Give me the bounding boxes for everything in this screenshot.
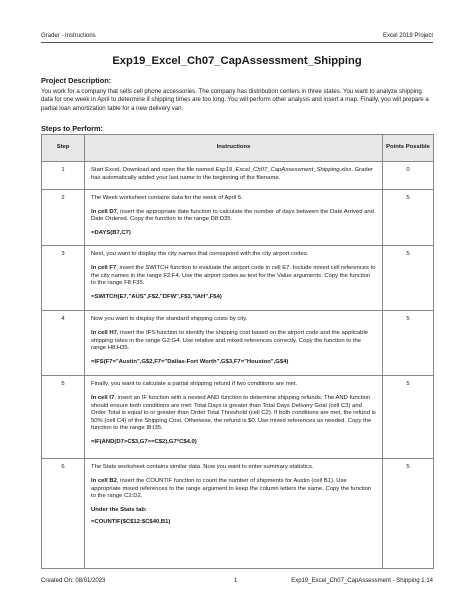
header-divider: [41, 42, 433, 43]
step-text: , insert the IFS function to identify the shipping cost based on the airport code and the applicable shipping rates in the range G2:G4. Use relative and mixed references correctly. Copy the function to the range H8:H35.: [91, 329, 369, 352]
column-header-instructions: Instructions: [85, 135, 383, 162]
table-row: [42, 311, 434, 376]
cell-reference: In cell H7: [91, 329, 117, 336]
step-points: 5: [383, 376, 434, 459]
step-text: , insert the SWITCH function to evaluate the airport code in cell E7. Include mixed cell references to the city names in the range F2:F4. Use the airport codes as text for the Value arguments. Copy the function to the range F8:F35.: [91, 264, 376, 287]
footer-created: Created On: 08/01/2023: [41, 578, 106, 584]
steps-table: [41, 134, 434, 569]
cell-reference: In cell D7: [91, 208, 117, 215]
step-number: 5: [42, 376, 85, 459]
cell-reference: In cell I7: [91, 394, 115, 401]
step-number: 4: [42, 311, 85, 376]
page-header: [41, 33, 433, 39]
description-heading: Project Description:: [41, 76, 112, 85]
table-row: [42, 246, 434, 311]
step-instructions: [85, 246, 383, 311]
step-text: Now you want to display the standard shipping costs by city.: [91, 316, 248, 323]
cell-reference: In cell B2: [91, 477, 117, 484]
description-text: You work for a company that sells cell phone accessories. The company has distribution centers in three states. You want to analyze shipping data for one week in April to determine if shipping times are too long. You will perform other analysis and insert a map. Finally, you will prepare a partial loan amortization table for a new delivery van.: [41, 88, 429, 112]
footer-document: Exp19_Excel_Ch07_CapAssessment - Shipping 1.14: [291, 578, 433, 584]
table-row: [42, 376, 434, 459]
column-header-step: Step: [42, 135, 85, 162]
step-instructions: [85, 162, 383, 190]
header-left: Grader - Instructions: [41, 33, 96, 39]
formula: =COUNTIF($C$12:$C$40,B1): [91, 519, 171, 526]
step-points: 5: [383, 311, 434, 376]
column-header-points: Points Possible: [383, 135, 434, 162]
step-points: 5: [383, 459, 434, 569]
formula: =SWITCH(E7,"AUS",F$2,"DFW",F$3,"IAH",F$4): [91, 293, 222, 300]
header-right: Excel 2019 Project: [382, 33, 433, 39]
steps-heading: Steps to Perform:: [41, 124, 104, 133]
step-points: 0: [383, 162, 434, 190]
step-text: Next, you want to display the city names that correspond with the city airport codes.: [91, 251, 309, 258]
step-number: 6: [42, 459, 85, 569]
formula: =IFS(F7="Austin",G$2,F7="Dallas-Fort Worth",G$3,F7="Houston",G$4): [91, 358, 289, 365]
step-text: , insert an IF function with a nested AND function to determine shipping refunds. The AND function should ensure both conditions are met: Total Days is greater than Total Days Delivery Goal (cell C3) and Order Total is equal to or greater than Order Total Threshold (cell C2). If both conditions are met, the refund is 50% (cell C4) of the Shipping Cost. Otherwise, the refund is $0. Use mixed references as needed. Copy the function to the range I8:I35.: [91, 394, 376, 432]
table-row: [42, 162, 434, 190]
document-title: Exp19_Excel_Ch07_CapAssessment_Shipping: [112, 55, 362, 67]
formula: =DAYS(B7,C7): [91, 229, 131, 236]
file-name: Exp19_Excel_Ch07_CapAssessment_Shipping.xlsx: [215, 167, 352, 173]
step-points: 5: [383, 190, 434, 246]
step-number: 2: [42, 190, 85, 246]
step-text: Finally, you want to calculate a partial shipping refund if two conditions are met.: [91, 381, 298, 388]
table-row: [42, 459, 434, 569]
table-header-row: [42, 135, 434, 162]
footer-page-number: 1: [234, 578, 238, 584]
step-points: 5: [383, 246, 434, 311]
step-instructions: [85, 376, 383, 459]
step-text: The Stats worksheet contains similar data. Now you want to enter summary statistics.: [91, 464, 314, 471]
step-instructions: [85, 190, 383, 246]
step-instructions: [85, 459, 383, 569]
step-number: 3: [42, 246, 85, 311]
step-text: . Grader has automatically added your last name to the beginning of the filename.: [91, 167, 373, 181]
subheading: Under the Stats tab:: [91, 506, 147, 513]
step-text: , insert the appropriate date function to calculate the number of days between the Date Arrived and Date Ordered. Copy the function to the range D8:D35.: [91, 208, 374, 223]
step-text: Start Excel. Download and open the file named: [91, 167, 216, 173]
step-text: The Week worksheet contains data for the week of April 5.: [91, 195, 243, 201]
cell-reference: In cell F7: [91, 264, 117, 271]
formula: =IF(AND(D7>C$3,G7>=C$2),G7*C$4,0): [91, 438, 197, 445]
step-number: 1: [42, 162, 85, 190]
table-row: [42, 190, 434, 246]
step-instructions: [85, 311, 383, 376]
step-text: , insert the COUNTIF function to count the number of shipments for Austin (cell B1). Use appropriate mixed references to the range argument to keep the column letters the same. Copy the function to the range C2:D2.: [91, 477, 372, 500]
